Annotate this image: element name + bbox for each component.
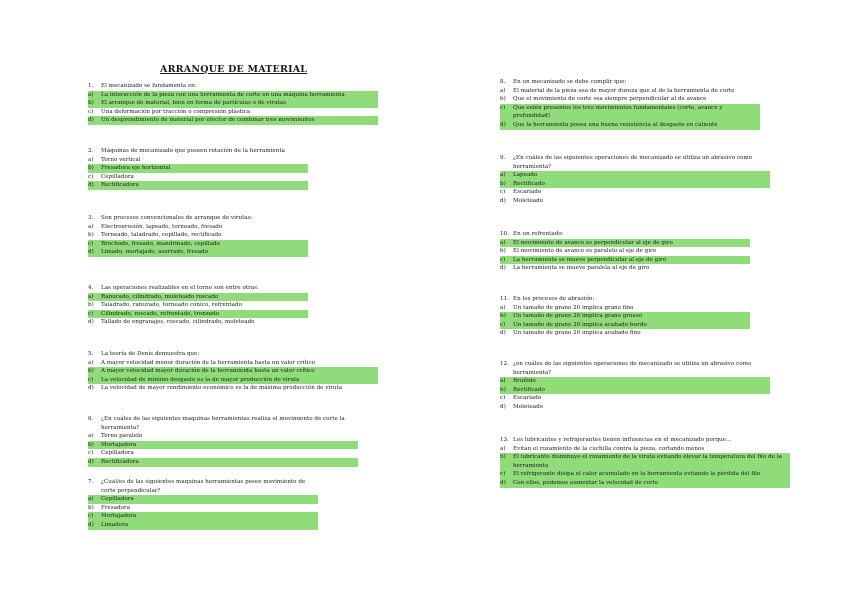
- option-letter: a): [500, 445, 506, 452]
- option-text: A mayor velocidad menor duración de la herramienta hasta un valor crítico: [101, 359, 316, 366]
- option-text-highlighted: Un tamaño de grano 20 implica grano grueso: [513, 313, 643, 320]
- answer-option: [88, 449, 358, 458]
- option-text: Una deformación por tracción o compresión plástica: [101, 108, 251, 115]
- option-letter: c): [88, 450, 94, 457]
- answer-option: [500, 247, 750, 256]
- answer-option: [88, 504, 318, 513]
- option-text-highlighted: El refrigerante disipa el calor acumulado en la herramienta evitando la pérdida del filo: [513, 471, 761, 478]
- question-12: [500, 360, 770, 412]
- option-letter: a): [500, 378, 506, 385]
- option-letter: a): [500, 304, 506, 311]
- question-4: [88, 284, 308, 327]
- option-text: Electroerosión, lapeado, torneado, fresado: [101, 223, 223, 230]
- option-text-highlighted: Cepilladora: [101, 496, 134, 503]
- answer-option: [500, 104, 760, 121]
- option-text: Cepilladora: [101, 173, 134, 180]
- option-text: Moleteado: [513, 403, 544, 410]
- question-number: 12.: [500, 361, 509, 367]
- option-text: Torno vertical: [101, 156, 141, 163]
- answer-option: [500, 403, 770, 412]
- option-text-highlighted: Rectificadora: [101, 458, 139, 465]
- option-text: La herramienta se mueve paralela al eje de giro: [513, 265, 650, 272]
- question-header: [88, 350, 378, 359]
- option-letter: d): [500, 265, 506, 272]
- question-8: [500, 78, 760, 130]
- answer-option: [88, 458, 358, 467]
- option-letter: c): [500, 395, 506, 402]
- option-text-highlighted: Limado, mortajado, aserrado, fresado: [101, 249, 209, 256]
- question-text: Los lubricantes y refrigerantes tienen influencias en el mecanizado porque…: [513, 437, 732, 443]
- answer-option: [88, 441, 358, 450]
- answer-option: [88, 173, 308, 182]
- option-letter: b): [88, 165, 94, 172]
- question-number: 9.: [500, 155, 506, 161]
- option-text-highlighted: La herramienta se mueve perpendicular al eje de giro: [513, 256, 667, 263]
- question-10: [500, 230, 750, 273]
- question-header: [88, 284, 308, 293]
- option-letter: b): [500, 454, 506, 461]
- option-letter: d): [88, 249, 94, 256]
- option-text: Un tamaño de grano 20 implica grano fino: [513, 304, 634, 311]
- option-text-highlighted: El lubricante disminuye el rozamiento de la viruta evitando elevar la temperatura del filo de la herramienta: [513, 454, 782, 469]
- answer-option: [88, 223, 308, 232]
- answer-option: [500, 188, 770, 197]
- question-text: La teoría de Denis demuestra que:: [101, 351, 200, 357]
- question-text: En un mecanizado se debe cumplir que:: [513, 79, 627, 85]
- option-text-highlighted: Mortajadora: [101, 441, 137, 448]
- question-number: 1.: [88, 83, 94, 89]
- answer-option: [88, 359, 378, 368]
- question-text: En un refrentado:: [513, 231, 564, 237]
- question-header: [88, 415, 358, 432]
- option-letter: a): [500, 87, 506, 94]
- answer-option: [500, 329, 750, 338]
- question-5: [88, 350, 378, 393]
- question-number: 10.: [500, 231, 509, 237]
- question-text: En los procesos de abrasión:: [513, 296, 595, 302]
- answer-option: [500, 479, 790, 488]
- option-letter: d): [500, 330, 506, 337]
- option-letter: b): [88, 232, 94, 239]
- question-text: ¿En cuáles de las siguientes maquinas herramientas realiza el movimiento de corte la herramienta?: [101, 416, 345, 431]
- question-number: 11.: [500, 296, 509, 302]
- answer-option: [88, 248, 308, 257]
- page-title: ARRANQUE DE MATERIAL: [160, 64, 308, 75]
- option-letter: b): [500, 313, 506, 320]
- answer-option: [88, 231, 308, 240]
- option-letter: a): [88, 293, 94, 300]
- option-text-highlighted: Lapeado: [513, 172, 538, 179]
- question-header: [500, 230, 750, 239]
- question-9: [500, 154, 770, 206]
- answer-option: [500, 470, 790, 479]
- question-7: [88, 478, 318, 530]
- question-text: Las operaciones realizables en el torno son entre otras:: [101, 285, 259, 291]
- question-number: 4.: [88, 285, 94, 291]
- answer-option: [500, 180, 770, 189]
- option-text: Tallado de engranajes, roscado, cilindrado, moleteado: [101, 319, 255, 326]
- question-number: 13.: [500, 437, 509, 443]
- question-text: El mecanizado se fundamenta en:: [101, 83, 197, 89]
- option-letter: d): [500, 403, 506, 410]
- answer-option: [500, 445, 790, 454]
- option-text-highlighted: La velocidad de mínimo desgaste es la de mayor producción de viruta: [101, 376, 300, 383]
- answer-option: [500, 394, 770, 403]
- answer-option: [500, 453, 790, 470]
- answer-option: [88, 432, 358, 441]
- answer-option: [88, 376, 378, 385]
- question-6: [88, 415, 358, 467]
- option-text-highlighted: El arranque de material, bien en forma de partículas o de virutas: [101, 100, 287, 107]
- option-text: Moleteado: [513, 197, 544, 204]
- option-text-highlighted: Cilindrado, roscado, refrentado, tronzado: [101, 310, 220, 317]
- option-letter: d): [88, 182, 94, 189]
- question-2: [88, 147, 308, 190]
- option-letter: b): [500, 96, 506, 103]
- option-text: La velocidad de mayor rendimiento económico es la de máxima producción de viruta: [101, 385, 343, 392]
- answer-option: [88, 301, 308, 310]
- option-text-highlighted: Fresadora eje horizontal: [101, 165, 171, 172]
- option-letter: b): [88, 368, 94, 375]
- answer-option: [88, 181, 308, 190]
- answer-option: [500, 87, 760, 96]
- option-text-highlighted: El movimiento de avance es perpendicular al eje de giro: [513, 239, 673, 246]
- option-text-highlighted: Rectificado: [513, 386, 545, 393]
- answer-option: [500, 304, 750, 313]
- option-text-highlighted: Rectificadora: [101, 182, 139, 189]
- option-letter: c): [88, 108, 94, 115]
- answer-option: [500, 95, 760, 104]
- option-letter: b): [500, 248, 506, 255]
- option-letter: d): [88, 319, 94, 326]
- answer-option: [88, 495, 318, 504]
- answer-option: [88, 512, 318, 521]
- answer-option: [88, 91, 378, 100]
- option-text: Escariado: [513, 189, 542, 196]
- question-text: ¿Cuál/es de las siguientes maquinas herramientas posee movimiento de corte perpendicular?: [101, 479, 306, 494]
- option-text-highlighted: Bruñido: [513, 378, 536, 385]
- option-letter: c): [500, 104, 506, 111]
- question-text: ¿en cuáles de las siguientes operaciones de mecanizado se utiliza un abrasivo como herramienta?: [513, 361, 752, 376]
- question-header: [88, 478, 318, 495]
- answer-option: [500, 312, 750, 321]
- answer-option: [88, 99, 378, 108]
- option-letter: a): [88, 223, 94, 230]
- answer-option: [88, 116, 378, 125]
- option-letter: c): [500, 256, 506, 263]
- option-letter: b): [88, 302, 94, 309]
- answer-option: [500, 239, 750, 248]
- option-letter: b): [88, 441, 94, 448]
- option-text: Escariado: [513, 395, 542, 402]
- option-text-highlighted: Que estén presentes los tres movimientos fundamentales (corte, avance y profundidad): [513, 104, 723, 120]
- option-text: Evitan el rozamiento de la cuchilla contra la pieza, cortando menos: [513, 445, 705, 452]
- option-text: Taladrado, ranurado, torneado cónico, refrentado: [101, 302, 242, 309]
- option-text: Torno paralelo: [101, 433, 143, 440]
- option-letter: c): [88, 376, 94, 383]
- option-letter: c): [88, 240, 94, 247]
- question-header: [500, 154, 770, 171]
- answer-option: [88, 293, 308, 302]
- option-text-highlighted: Brochado, fresado, mandrinado, cepillado: [101, 240, 220, 247]
- answer-option: [88, 384, 378, 393]
- option-letter: c): [88, 310, 94, 317]
- option-text-highlighted: Limadora: [101, 521, 129, 528]
- option-letter: b): [500, 180, 506, 187]
- question-number: 3.: [88, 215, 94, 221]
- answer-option: [88, 367, 378, 376]
- question-text: ¿En cuáles de las siguientes operaciones de mecanizado se utiliza un abrasivo como herramienta?: [513, 155, 753, 170]
- option-letter: d): [88, 117, 94, 124]
- answer-option: [88, 318, 308, 327]
- option-letter: b): [88, 100, 94, 107]
- answer-option: [88, 310, 308, 319]
- option-text: Un tamaño de grano 20 implica acabado fino: [513, 330, 641, 337]
- answer-option: [88, 521, 318, 530]
- question-13: [500, 436, 790, 488]
- question-header: [88, 214, 308, 223]
- option-letter: d): [88, 458, 94, 465]
- question-header: [500, 295, 750, 304]
- option-text-highlighted: Ranurado, cilindrado, moleteado roscado: [101, 293, 219, 300]
- answer-option: [500, 171, 770, 180]
- option-letter: a): [88, 433, 94, 440]
- option-letter: c): [500, 321, 506, 328]
- question-number: 6.: [88, 416, 94, 422]
- option-letter: b): [500, 386, 506, 393]
- question-header: [88, 82, 378, 91]
- option-letter: c): [500, 471, 506, 478]
- option-letter: d): [88, 385, 94, 392]
- option-letter: d): [500, 121, 506, 128]
- option-text-highlighted: Un tamaño de grano 20 implica acabado burdo: [513, 321, 647, 328]
- option-letter: c): [88, 173, 94, 180]
- option-letter: a): [88, 496, 94, 503]
- question-number: 5.: [88, 351, 94, 357]
- answer-option: [500, 386, 770, 395]
- option-letter: d): [88, 521, 94, 528]
- option-text: El movimiento de avance es paralelo al eje de giro: [513, 248, 657, 255]
- option-letter: a): [88, 91, 94, 98]
- question-header: [88, 147, 308, 156]
- answer-option: [88, 108, 378, 117]
- option-text-highlighted: La interacción de la pieza con una herramienta de corte en una máquina herramienta: [101, 91, 345, 98]
- answer-option: [500, 256, 750, 265]
- answer-option: [88, 164, 308, 173]
- option-letter: a): [88, 156, 94, 163]
- question-header: [500, 360, 770, 377]
- option-letter: a): [500, 239, 506, 246]
- option-text-highlighted: Que la herramienta posea una buena resistencia al desgaste en caliente: [513, 121, 718, 128]
- question-text: Máquinas de mecanizado que poseen rotación de la herramienta: [101, 148, 285, 154]
- option-text: El material de la pieza sea de mayor dureza que el de la herramienta de corte: [513, 87, 735, 94]
- answer-option: [500, 321, 750, 330]
- option-text: Fresadora: [101, 504, 131, 511]
- option-letter: d): [500, 197, 506, 204]
- answer-option: [500, 377, 770, 386]
- option-text: Torneado, taladrado, cepillado, rectificado: [101, 232, 222, 239]
- question-number: 7.: [88, 479, 94, 485]
- option-letter: d): [500, 479, 506, 486]
- option-text-highlighted: A mayor velocidad mayor duración de la herramienta hasta un valor crítico: [101, 368, 315, 375]
- option-letter: a): [88, 359, 94, 366]
- option-text-highlighted: Un desprendimiento de material por efector de combinar tres movimientos: [101, 117, 315, 124]
- question-1: [88, 82, 378, 125]
- question-3: [88, 214, 308, 257]
- option-text: Que el movimiento de corte sea siempre perpendicular al de avance: [513, 96, 707, 103]
- option-letter: c): [500, 189, 506, 196]
- question-number: 2.: [88, 148, 94, 154]
- answer-option: [500, 121, 760, 130]
- option-text: Cepilladora: [101, 450, 134, 457]
- question-text: Son procesos convencionales de arranque de virutas:: [101, 215, 253, 221]
- option-letter: a): [500, 172, 506, 179]
- option-text-highlighted: Rectificado: [513, 180, 545, 187]
- option-letter: c): [88, 513, 94, 520]
- question-number: 8.: [500, 79, 506, 85]
- answer-option: [88, 156, 308, 165]
- answer-option: [88, 240, 308, 249]
- option-letter: b): [88, 504, 94, 511]
- question-header: [500, 436, 790, 445]
- answer-option: [500, 197, 770, 206]
- answer-option: [500, 264, 750, 273]
- question-11: [500, 295, 750, 338]
- question-header: [500, 78, 760, 87]
- option-text-highlighted: Con ellos, podemos aumentar la velocidad de corte: [513, 479, 659, 486]
- option-text-highlighted: Mortajadora: [101, 513, 137, 520]
